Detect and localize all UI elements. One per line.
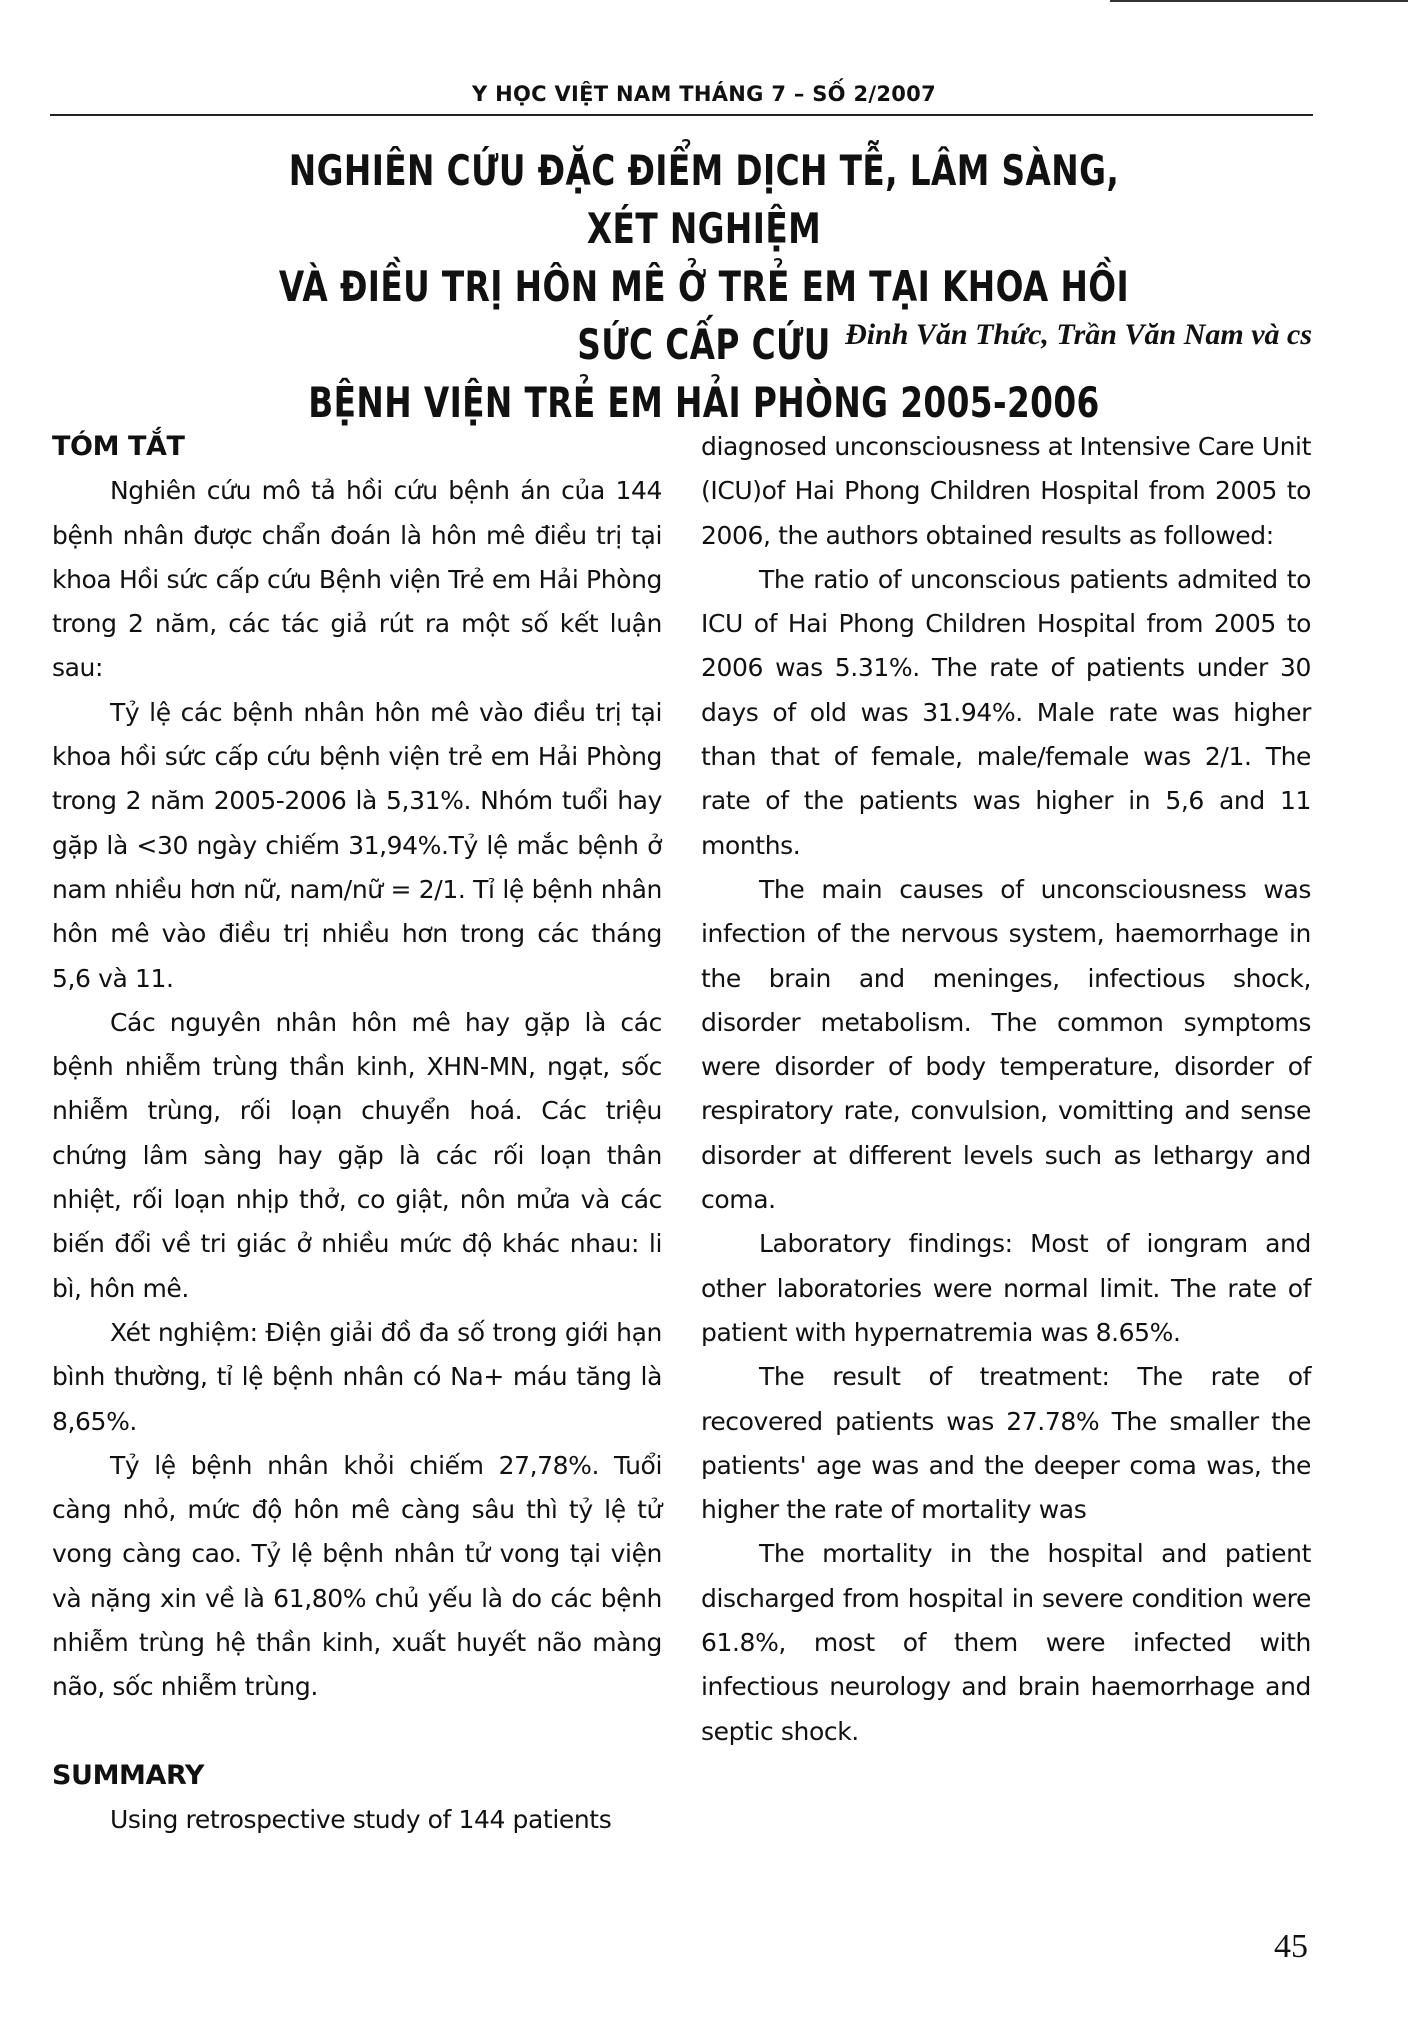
summary-paragraph: The result of treatment: The rate of recovered patients was 27.78% The smaller the patients' age was and the deeper coma was, the higher the rate of mortality was <box>701 1362 1311 1525</box>
journal-header: Y HỌC VIỆT NAM THÁNG 7 – SỐ 2/2007 <box>472 82 936 106</box>
left-column <box>52 425 662 1842</box>
tom-tat-paragraph: Tỷ lệ bệnh nhân khỏi chiếm 27,78%. Tuổi càng nhỏ, mức độ hôn mê càng sâu thì tỷ lệ tử vong càng cao. Tỷ lệ bệnh nhân tử vong tại viện và nặng xin về là 61,80% chủ yếu là do các bệnh nhiễm trùng hệ thần kinh, xuất huyết não màng não, sốc nhiễm trùng. <box>52 1450 662 1702</box>
summary-heading: SUMMARY <box>52 1759 205 1791</box>
summary-paragraph-start: Using retrospective study of 144 patients <box>110 1804 612 1834</box>
tom-tat-paragraph: Các nguyên nhân hôn mê hay gặp là các bệnh nhiễm trùng thần kinh, XHN-MN, ngạt, sốc nhiễm trùng, rối loạn chuyển hoá. Các triệu chứng lâm sàng hay gặp là các rối loạn thân nhiệt, rối loạn nhịp thở, co giật, nôn mửa và các biến đổi về tri giác ở nhiều mức độ khác nhau: li bì, hôn mê. <box>52 1007 662 1303</box>
tom-tat-paragraph: Xét nghiệm: Điện giải đồ đa số trong giới hạn bình thường, tỉ lệ bệnh nhân có Na+ máu tăng là 8,65%. <box>52 1317 662 1436</box>
summary-paragraph: The mortality in the hospital and patient discharged from hospital in severe condition were 61.8%, most of them were infected with infectious neurology and brain haemorrhage and septic shock. <box>701 1539 1311 1746</box>
summary-paragraph: Laboratory findings: Most of iongram and other laboratories were normal limit. The rate of patient with hypernatremia was 8.65%. <box>701 1229 1311 1347</box>
article-title <box>256 142 1151 432</box>
corner-rule <box>1110 0 1408 2</box>
tom-tat-paragraph: Tỷ lệ các bệnh nhân hôn mê vào điều trị tại khoa hồi sức cấp cứu bệnh viện trẻ em Hải Phòng trong 2 năm 2005-2006 là 5,31%. Nhóm tuổi hay gặp là <30 ngày chiếm 31,94%.Tỷ lệ mắc bệnh ở nam nhiều hơn nữ, nam/nữ = 2/1. Tỉ lệ bệnh nhân hôn mê vào điều trị nhiều hơn trong các tháng 5,6 và 11. <box>52 697 662 993</box>
tom-tat-heading: TÓM TẮT <box>52 431 185 462</box>
tom-tat-paragraph: Nghiên cứu mô tả hồi cứu bệnh án của 144 bệnh nhân được chẩn đoán là hôn mê điều trị tại khoa Hồi sức cấp cứu Bệnh viện Trẻ em Hải Phòng trong 2 năm, các tác giả rút ra một số kết luận sau: <box>52 476 662 683</box>
summary-paragraph: The main causes of unconsciousness was infection of the nervous system, haemorrhage in the brain and meninges, infectious shock, disorder metabolism. The common symptoms were disorder of body temperature, disorder of respiratory rate, convulsion, vomitting and sense disorder at different levels such as lethargy and coma. <box>701 874 1311 1215</box>
summary-paragraph-continued: diagnosed unconsciousness at Intensive Care Unit (ICU)of Hai Phong Children Hospital from 2005 to 2006, the authors obtained results as followed: <box>701 432 1311 550</box>
title-line-3: BỆNH VIỆN TRẺ EM HẢI PHÒNG 2005-2006 <box>308 378 1100 427</box>
authors: Đinh Văn Thức, Trần Văn Nam và cs <box>845 318 1312 351</box>
page-number: 45 <box>1274 1928 1308 1965</box>
summary-paragraph: The ratio of unconscious patients admited to ICU of Hai Phong Children Hospital from 2005 to 2006 was 5.31%. The rate of patients under 30 days of old was 31.94%. Male rate was higher than that of female, male/female was 2/1. The rate of the patients was higher in 5,6 and 11 months. <box>701 564 1311 860</box>
header-rule <box>50 114 1313 116</box>
title-line-2: VÀ ĐIỀU TRỊ HÔN MÊ Ở TRẺ EM TẠI KHOA HỒI SỨC CẤP CỨU <box>278 262 1130 369</box>
right-column <box>701 425 1311 1754</box>
title-line-1: NGHIÊN CỨU ĐẶC ĐIỂM DỊCH TỄ, LÂM SÀNG, XÉT NGHIỆM <box>288 146 1120 253</box>
